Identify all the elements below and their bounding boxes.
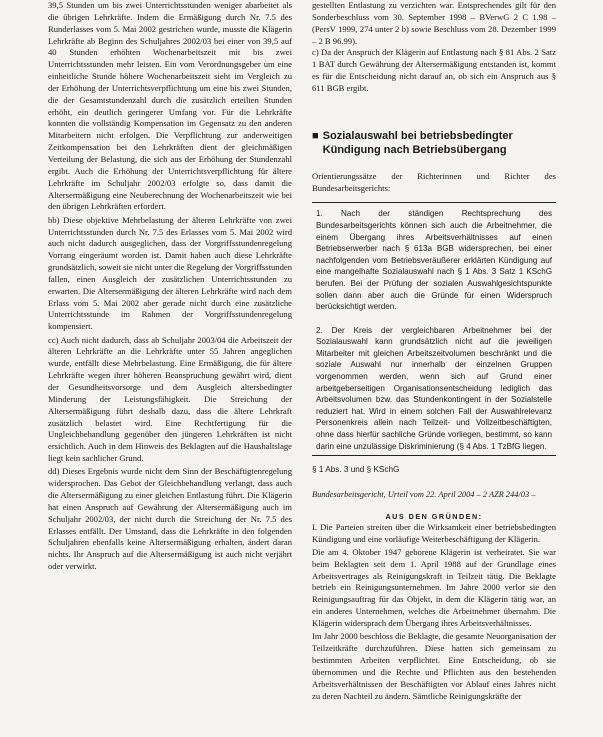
guidelines-intro: Orientierungssätze der Richterinnen und Richter des Bundesarbeitsgerichts:	[312, 170, 556, 193]
continuation-paragraph: c) Da der Anspruch der Klägerin auf Entlastung nach § 81 Abs. 2 Satz 1 BAT durch Gewährung der Altersermäßigung entstanden ist, kommt es für die Entscheidung nicht darauf an, ob sich ein Anspruch aus § 611 BGB ergibt.	[312, 47, 556, 93]
section-heading	[312, 129, 556, 157]
ruling-reference: Bundesarbeitsgericht, Urteil vom 22. April 2004 – 2 AZR 244/03 –	[312, 490, 536, 500]
grounds-section	[312, 522, 556, 703]
left-paragraph: cc) Auch nicht dadurch, dass ab Schuljahr 2003/04 die Arbeitszeit der älteren Lehrkräfte an die Lehrkräfte unter 55 Jahren angeglichen wurde, entfällt diese Mehrbelastung. Eine Ermäßigung, die für ältere Lehrkräfte wegen ihrer höheren Beanspruchung gewährt wird, dient der Gesundheitsvorsorge und dem Ausgleich altersbedingter Minderung der Leistungsfähigkeit. Die Streichung der Altersermäßigung führt deshalb dazu, dass die ältere Lehrkraft zusätzlich belastet wird. Eine Rechtfertigung für die Ungleichbehandlung gegenüber den jüngeren Lehrkräften ist nicht ersichtlich. Auch in dem Hinweis des Beklagten auf die Haushaltslage liegt kein sachlicher Grund.	[48, 334, 292, 464]
grounds-paragraph: I. Die Parteien streiten über die Wirksamkeit einer betriebsbedingten Kündigung und eine vorläufige Weiterbeschäftigung der Klägerin.	[312, 521, 556, 544]
grounds-paragraph: Im Jahr 2000 beschloss die Beklagte, die gesamte Neuorganisation der Teilzeitkräfte durchzuführen. Diese hatten sich gemeinsam zu bestimmten Arbeiten verpflichtet. Eine Entscheidung, ob sie übernommen und die Rechte und Pflichten aus den bestehenden Arbeitsverhältnissen der Beschäftigten vor Ablauf eines Jahres nicht zu deren Nachteil zu ändern. Sämtliche Reinigungskräfte der	[312, 631, 556, 701]
grounds-heading: AUS DEN GRÜNDEN:	[385, 511, 483, 521]
left-paragraph: dd) Dieses Ergebnis wurde nicht dem Sinn der Beschäftigtenregelung widersprochen. Das Gebot der Gleichbehandlung verlangt, dass auch die Altersermäßigung zu einer gleichen Entlastung führt. Die Klägerin hat einen Anspruch auf Gewährung der Altersermäßigung auch im Schuljahr 2002/03, der nicht durch die Streichung der Nr. 7.5 des Erlasses entfällt. Der Umstand, dass die Lehrkräfte in den folgenden Schuljahren ebenfalls keine Altersermäßigung erhalten, ändert daran nichts. Ihr Anspruch auf die Altersermäßigung ist auch nicht verjährt oder verwirkt.	[48, 466, 292, 572]
left-paragraph: 39,5 Stunden um bis zwei Unterrichtsstunden weniger abarbeitet als die übrigen Lehrkräfte. Indem die Ermäßigung durch Nr. 7.5 des Runderlasses vom 5. Mai 2002 gestrichen wurde, musste die Klägerin Lehrkräfte ab Beginn des Schuljahres 2002/03 bei einer von 39,5 auf 40 Stunden erhöhten Wochenarbeitszeit mit bis zwei Unterrichtsstunden mehr leisten. Ein vom Verordnungsgeber um eine einheitliche Stunde höhere Wochenarbeitszeit sieht im Vergleich zu der Erhöhung der Unterrichtsverpflichtung um eine bis zwei Stunden, die der Gesamtstundenzahl durch die zusätzlich erteilten Stunden erhöht, ein deutlich geringerer Umfang vor. Für die Lehrkräfte konnten die vollständig Kompensation im Gegensatz zu den anderen Mitarbeitern nicht erfolgen. Die Verpflichtung zur anderweitigen Zeitkompensation bei den Lehrkräften dient der gleichmäßigen Verteilung der Belastung, die sich aus der Erhöhung der Stundenzahl ergibt. Auch die Erhöhung der Unterrichtsverpflichtung für ältere Lehrkräfte im Schuljahr 2002/03 erfolgte so, dass damit die Altersermäßigung eine Neuberechnung der Wochenarbeitszeit wie bei den übrigen Lehrkräften erfordert.	[48, 0, 292, 212]
law-reference: § 1 Abs. 3 und § KSchG	[312, 465, 400, 475]
guideline-item: 2. Der Kreis der vergleichbaren Arbeitnehmer bei der Sozialauswahl kann grundsätzlich nicht auf die jeweiligen Mitarbeiter mit gleichen Arbeitszeitvolumen beschränkt und die soziale Auswahl nur innerhalb der einzelnen Gruppen vorgenommen werden, wenn sich auf Grund einer arbeitgeberseitigen Organisationsentscheidung lediglich das Arbeitsvolumen bzw. das Stundenkontingent in der Sozialstelle reduziert hat. Wird in einem solchen Fall der Auswahlrelevanz Personenkreis allein nach Teilzeit- und Vollzeitbeschäftigten, ohne dass hierfür sachliche Gründe vorliegen, bestimmt, so kann darin eine unzulässige Diskriminierung (§ 4 Abs. 1 TzBfG liegen.	[316, 325, 552, 451]
guideline-item: 1. Nach der ständigen Rechtsprechung des Bundesarbeitsgerichts können sich auch die Arbeitnehmer, die einem Übergang ihres Arbeitsverhältnisses auf einen Betriebserwerber nach § 613a BGB widersprechen, bei einer nachfolgenden vom Betriebsveräußerer erklärten Kündigung auf eine mangelhafte Sozialauswahl nach § 1 Abs. 3 Satz 1 KSchG berufen. Bei der Prüfung der sozialen Auswahlgesichtspunkte sollen dann aber auch die Gründe für einen Widerspruch berücksichtigt werden.	[316, 209, 552, 312]
continuation-paragraph: gestellten Entlastung zu verzichten war. Entsprechendes gilt für den Sonderbeschluss vom 30. September 1998 – BVerwG 2 C 1.98 – (PersV 1999, 274 unter 2 b) sowie Beschluss vom 28. Dezember 1999 – 2 B 96.99).	[312, 0, 556, 46]
section-title: Sozialauswahl bei betriebsbedingter Kündigung nach Betriebsübergang	[322, 129, 513, 156]
square-bullet-icon: ■	[312, 129, 319, 142]
right-column	[312, 0, 556, 704]
left-column	[48, 0, 292, 575]
left-paragraph: bb) Diese objektive Mehrbelastung der älteren Lehrkräfte von zwei Unterrichtsstunden durch Nr. 7.5 des Erlasses vom 5. Mai 2002 wird auch nicht dadurch ausgeglichen, dass der Vorgriffsstundenregelung Vorrang eingeräumt worden ist. Damit haben auch diese Lehrkräfte grundsätzlich, soweit sie nicht unter die Regelung der Vorgriffsstunden fallen, einen Ausgleich der zusätzlichen Unterrichtsstunden zu erwarten. Die Altersermäßigung der älteren Lehrkräfte wird nach dem Erlass vom 5. Mai 2002 aber gerade nicht durch eine zusätzliche Unterrichtsstunde im Rahmen der Vorgriffsstundenregelung kompensiert.	[48, 214, 293, 332]
guidelines-box	[312, 202, 556, 456]
grounds-paragraph: Die am 4. Oktober 1947 geborene Klägerin ist verheiratet. Sie war beim Beklagten seit dem 1. April 1988 auf der Grundlage eines Arbeitsvertrages als Reinigungskraft in Teilzeit tätig. Die Beklagte betrieb ein Reinigungsunternehmen. Im Jahre 2000 verlor sie den Reinigungsauftrag für das Objekt, in dem die Klägerin tätig war, an ein anderes Unternehmen, welches die Arbeitnehmer übernahm. Die Klägerin widersprach dem Übergang ihres Arbeitsverhältnisses.	[312, 546, 556, 628]
